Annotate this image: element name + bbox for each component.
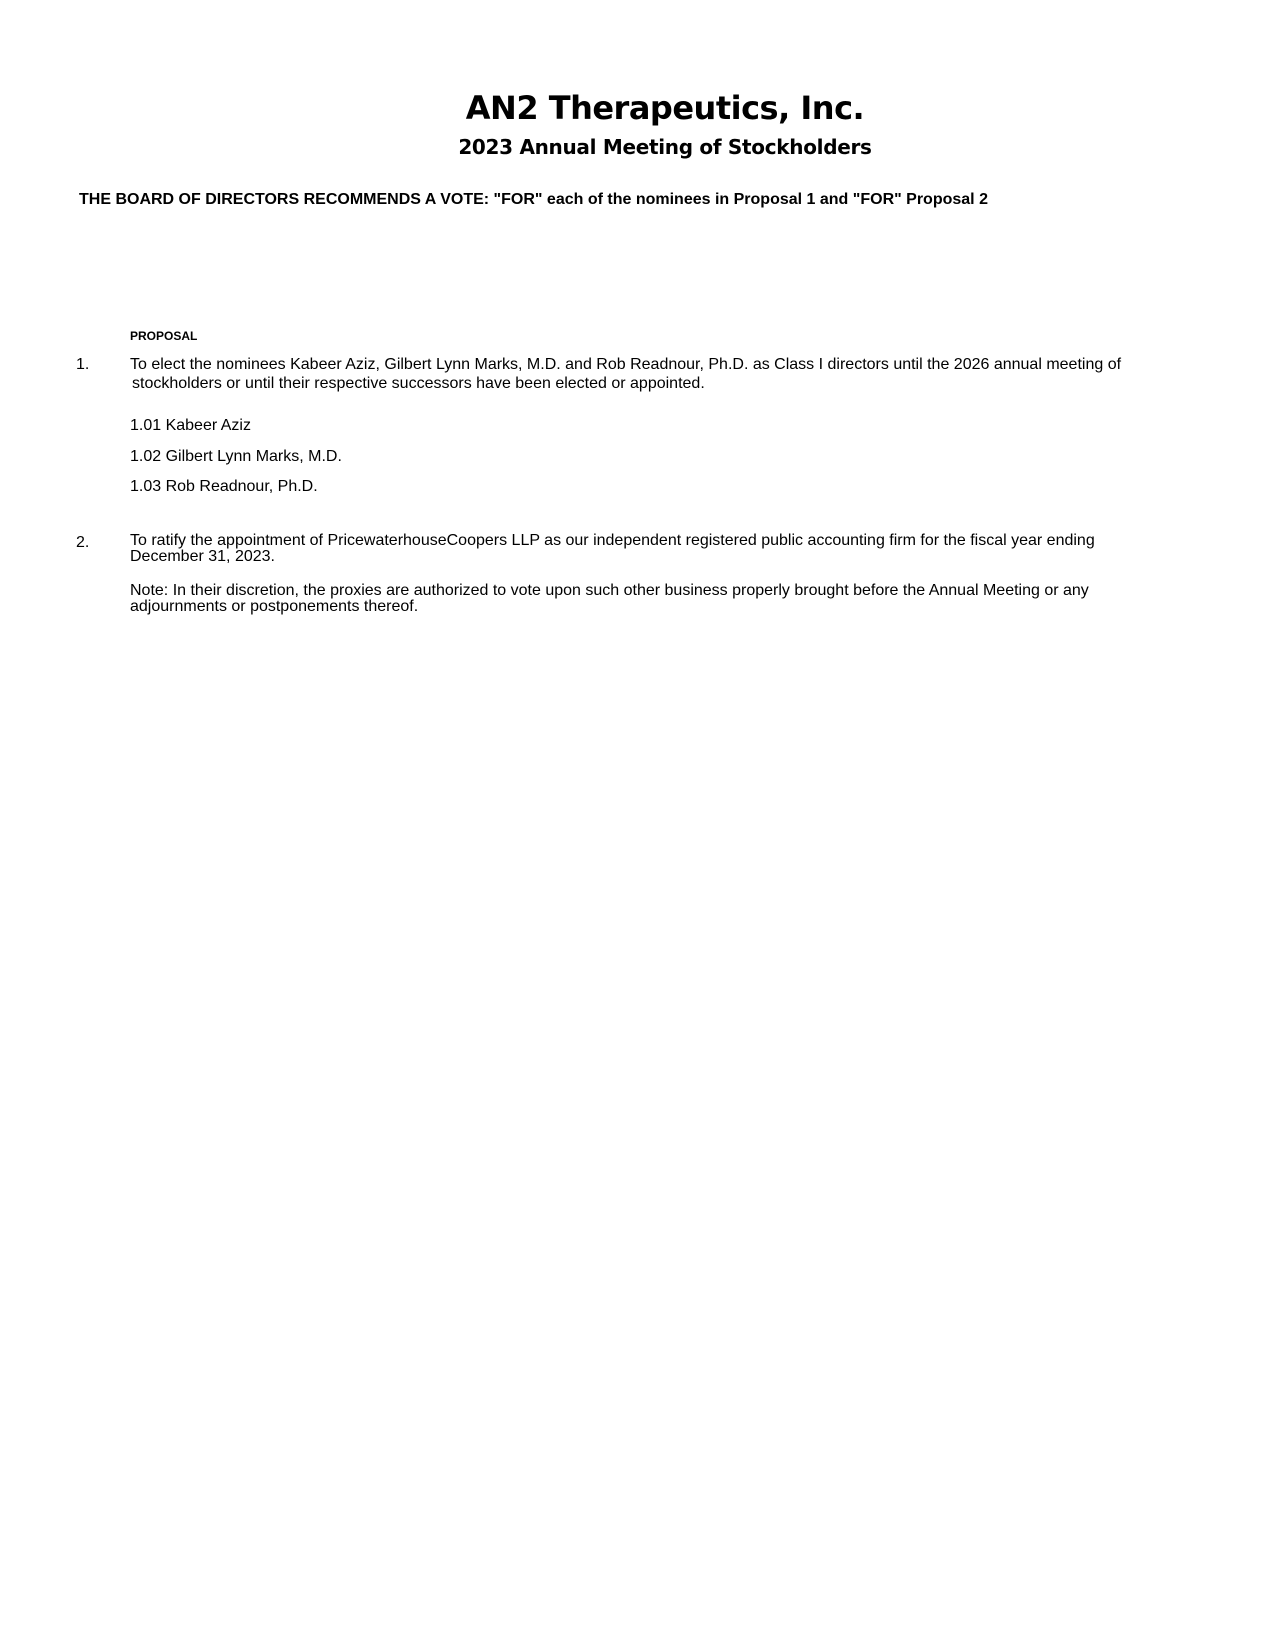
proposal-2-text xyxy=(130,533,1190,565)
proposal-1-text-line2: stockholders or until their respective successors have been elected or appointed. xyxy=(132,375,705,392)
proposal-column-header: PROPOSAL xyxy=(130,329,198,343)
note-line2: adjournments or postponements thereof. xyxy=(130,598,419,615)
nominee-2: 1.02 Gilbert Lynn Marks, M.D. xyxy=(130,448,342,465)
nominee-3: 1.03 Rob Readnour, Ph.D. xyxy=(130,478,318,495)
proposal-2-number: 2. xyxy=(76,534,90,551)
proposal-2-text-line2: December 31, 2023. xyxy=(130,548,275,565)
note-line1: Note: In their discretion, the proxies are authorized to vote upon such other business properly brought before the Annual Meeting or any xyxy=(130,582,1089,599)
proposal-1-number: 1. xyxy=(76,356,90,373)
meeting-title: 2023 Annual Meeting of Stockholders xyxy=(458,135,872,159)
board-recommendation: THE BOARD OF DIRECTORS RECOMMENDS A VOTE: "FOR" each of the nominees in Proposal 1 and "FOR" Proposal 2 xyxy=(79,191,988,208)
proposal-1-text-line1: To elect the nominees Kabeer Aziz, Gilbert Lynn Marks, M.D. and Rob Readnour, Ph.D. as Class I directors until the 2026 annual meeting of xyxy=(130,356,1122,373)
proposal-1-text xyxy=(130,355,1190,393)
nominee-1: 1.01 Kabeer Aziz xyxy=(130,417,251,434)
company-name: AN2 Therapeutics, Inc. xyxy=(465,89,865,127)
discretion-note xyxy=(130,583,1190,615)
proposal-2-text-line1: To ratify the appointment of PricewaterhouseCoopers LLP as our independent registered public accounting firm for the fiscal year ending xyxy=(130,532,1095,549)
